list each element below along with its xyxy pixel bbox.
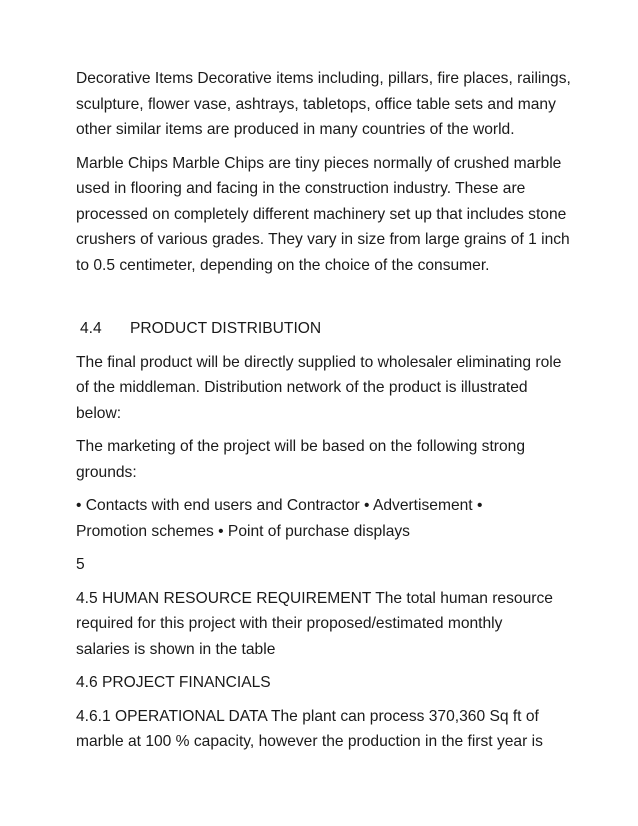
paragraph-decorative-items: [76, 66, 576, 143]
text-line: Decorative Items Decorative items including, pillars, fire places, railings,: [76, 70, 571, 87]
paragraph-distribution: [76, 350, 576, 427]
text-line: Marble Chips Marble Chips are tiny pieces normally of crushed marble: [76, 154, 562, 172]
paragraph-operational-data: [76, 704, 576, 755]
text-line: other similar items are produced in many countries of the world.: [76, 121, 515, 138]
text-line: • Contacts with end users and Contractor • Advertisement •: [76, 497, 483, 514]
text-line: The marketing of the project will be based on the following strong: [76, 438, 526, 455]
page-number-text: 5: [76, 556, 85, 573]
section-title: 4.6 PROJECT FINANCIALS: [76, 674, 271, 691]
text-line: below:: [76, 404, 122, 422]
page-number: [76, 552, 576, 578]
section-heading-4-4: [76, 316, 576, 342]
section-title: PRODUCT DISTRIBUTION: [130, 320, 322, 337]
document-page: [76, 66, 576, 763]
text-line: The final product will be directly supplied to wholesaler eliminating role: [76, 353, 562, 371]
section-number: 4.4: [80, 320, 102, 337]
text-line: required for this project with their proposed/estimated monthly: [76, 615, 503, 632]
text-line: processed on completely different machinery set up that includes stone: [76, 205, 567, 223]
text-line: crushers of various grades. They vary in size from large grains of 1 inch: [76, 231, 570, 248]
section-heading-4-6: [76, 670, 576, 696]
text-line: 4.6.1 OPERATIONAL DATA The plant can process 370,360 Sq ft of: [76, 707, 539, 725]
text-line: used in flooring and facing in the construction industry. These are: [76, 180, 526, 197]
paragraph-human-resource: [76, 586, 576, 663]
paragraph-marble-chips: [76, 151, 576, 279]
text-line: sculpture, flower vase, ashtrays, tabletops, office table sets and many: [76, 95, 556, 113]
text-line: to 0.5 centimeter, depending on the choice of the consumer.: [76, 256, 490, 274]
text-line: salaries is shown in the table: [76, 640, 276, 658]
text-line: Promotion schemes • Point of purchase displays: [76, 522, 410, 540]
text-line: marble at 100 % capacity, however the production in the first year is: [76, 733, 543, 750]
text-line: grounds:: [76, 463, 137, 481]
paragraph-marketing: [76, 434, 576, 485]
paragraph-bullet-list: [76, 493, 576, 544]
blank-space: [76, 286, 576, 316]
text-line: 4.5 HUMAN RESOURCE REQUIREMENT The total human resource: [76, 589, 553, 607]
text-line: of the middleman. Distribution network of the product is illustrated: [76, 379, 528, 396]
